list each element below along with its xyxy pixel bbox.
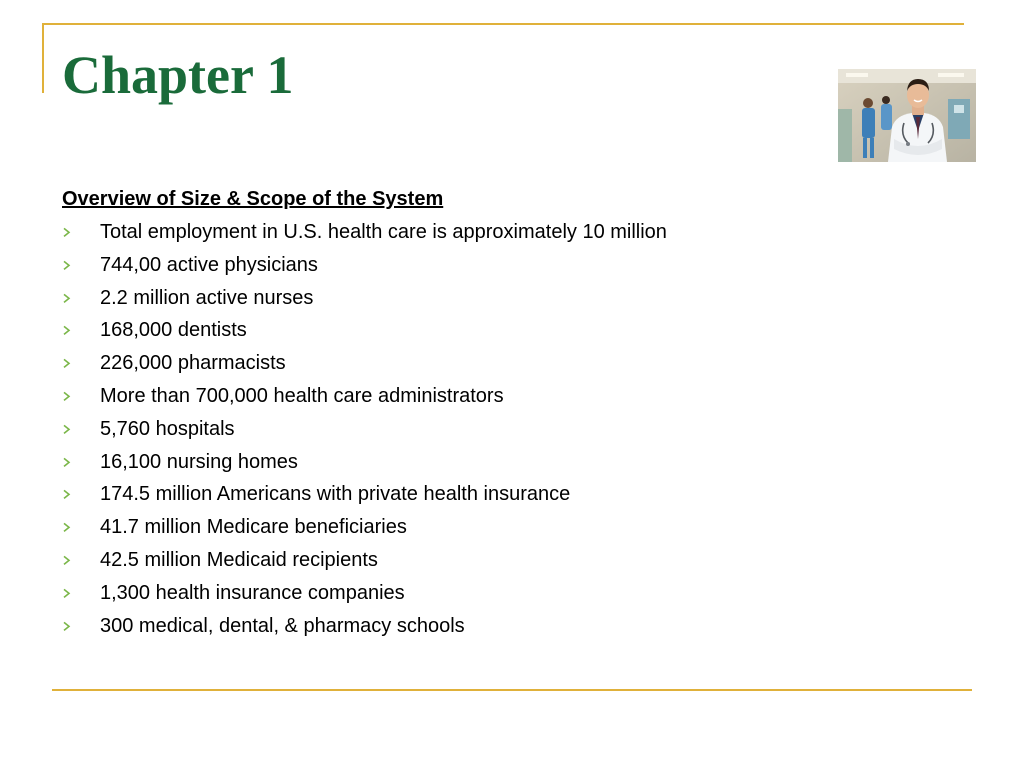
bullet-text: Total employment in U.S. health care is approximately 10 million bbox=[100, 221, 667, 243]
slide-title: Chapter 1 bbox=[62, 45, 294, 105]
chevron-right-icon bbox=[62, 347, 72, 380]
chevron-right-icon bbox=[62, 511, 72, 544]
chevron-right-icon bbox=[62, 249, 72, 282]
chevron-right-icon bbox=[62, 446, 72, 479]
chevron-right-icon bbox=[62, 216, 72, 249]
bullet-item bbox=[62, 249, 667, 282]
bullet-text: 300 medical, dental, & pharmacy schools bbox=[100, 614, 465, 637]
bullet-item bbox=[62, 314, 667, 347]
bullet-item bbox=[62, 446, 667, 479]
chevron-right-icon bbox=[62, 610, 72, 643]
chevron-right-icon bbox=[62, 314, 72, 347]
bullet-text: 174.5 million Americans with private health insurance bbox=[100, 483, 571, 506]
bullet-text: More than 700,000 health care administrators bbox=[100, 384, 504, 407]
chevron-right-icon bbox=[62, 577, 72, 610]
bullet-text: 16,100 nursing homes bbox=[100, 450, 298, 473]
chevron-right-icon bbox=[62, 282, 72, 315]
bullet-item bbox=[62, 413, 667, 446]
chevron-right-icon bbox=[62, 478, 72, 511]
bullet-text: 2.2 million active nurses bbox=[100, 286, 314, 309]
chevron-right-icon bbox=[62, 413, 72, 446]
bullet-item bbox=[62, 511, 667, 544]
bullet-text: 5,760 hospitals bbox=[100, 417, 235, 440]
bottom-accent-rule bbox=[52, 689, 972, 691]
bullet-list bbox=[62, 216, 667, 642]
bullet-item bbox=[62, 380, 667, 413]
bullet-item bbox=[62, 216, 667, 249]
bullet-text: 41.7 million Medicare beneficiaries bbox=[100, 516, 407, 539]
bullet-text: 744,00 active physicians bbox=[100, 253, 318, 276]
top-accent-rule bbox=[42, 23, 964, 25]
bullet-item bbox=[62, 610, 667, 643]
bullet-item bbox=[62, 577, 667, 610]
bullet-text: 168,000 dentists bbox=[100, 319, 247, 342]
chevron-right-icon bbox=[62, 544, 72, 577]
section-heading: Overview of Size & Scope of the System bbox=[62, 188, 444, 210]
bullet-text: 42.5 million Medicaid recipients bbox=[100, 548, 378, 571]
bullet-item bbox=[62, 347, 667, 380]
left-accent-rule bbox=[42, 23, 44, 93]
bullet-item bbox=[62, 544, 667, 577]
bullet-item bbox=[62, 282, 667, 315]
chevron-right-icon bbox=[62, 380, 72, 413]
bullet-text: 226,000 pharmacists bbox=[100, 352, 286, 375]
doctor-photo bbox=[838, 69, 976, 162]
bullet-item bbox=[62, 478, 667, 511]
bullet-text: 1,300 health insurance companies bbox=[100, 581, 405, 604]
doctor-photo-illustration bbox=[838, 69, 976, 162]
